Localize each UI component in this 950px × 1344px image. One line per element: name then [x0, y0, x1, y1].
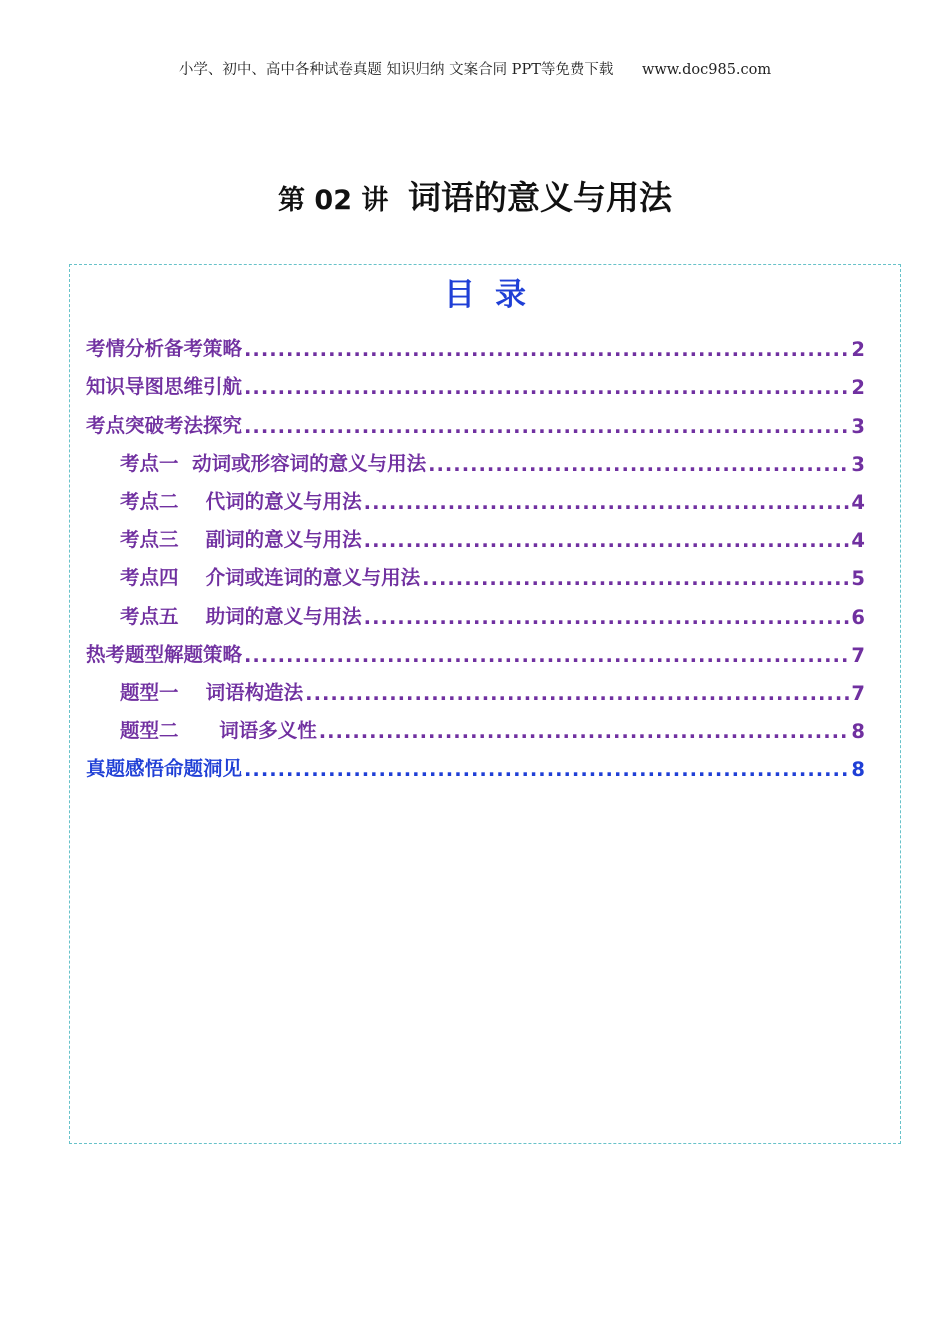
toc-sub-entry[interactable]	[86, 514, 865, 552]
toc-entry-page: 4	[851, 529, 865, 553]
toc-entry-page: 3	[851, 414, 865, 438]
toc-entry-page: 2	[851, 338, 865, 362]
header-text: 小学、初中、高中各种试卷真题 知识归纳 文案合同 PPT等免费下载	[178, 62, 614, 78]
toc-entry[interactable]	[86, 323, 865, 361]
toc-list	[86, 323, 865, 781]
toc-entry-label: 题型一 词语构造法	[120, 680, 304, 704]
toc-sub-entry[interactable]	[86, 552, 865, 590]
toc-entry-page: 8	[851, 720, 865, 744]
toc-entry-page: 7	[851, 643, 865, 667]
toc-leader-dots	[364, 606, 850, 629]
toc-heading: 目录	[444, 277, 546, 313]
toc-entry-page: 4	[851, 490, 865, 514]
toc-entry-page: 8	[851, 758, 865, 782]
toc-leader-dots	[244, 338, 849, 361]
toc-leader-dots	[364, 491, 850, 514]
toc-entry-page: 6	[851, 605, 865, 629]
toc-sub-entry[interactable]	[86, 590, 865, 628]
toc-leader-dots	[244, 644, 849, 667]
toc-sub-entry[interactable]	[86, 705, 865, 743]
toc-leader-dots	[428, 453, 849, 476]
toc-entry[interactable]	[86, 743, 865, 781]
toc-entry-label: 考点二 代词的意义与用法	[120, 489, 362, 513]
toc-entry-label: 知识导图思维引航	[86, 375, 243, 399]
lecture-number: 第 02 讲	[278, 185, 389, 216]
toc-entry-page: 5	[851, 567, 865, 591]
toc-entry-label: 考点一 动词或形容词的意义与用法	[120, 451, 427, 475]
toc-sub-entry[interactable]	[86, 476, 865, 514]
toc-entry-label: 考点五 助词的意义与用法	[120, 604, 362, 628]
toc-leader-dots	[244, 415, 849, 438]
toc-entry-page: 3	[851, 452, 865, 476]
toc-entry[interactable]	[86, 361, 865, 399]
table-of-contents	[69, 264, 901, 1144]
toc-entry-label: 考情分析备考策略	[86, 337, 243, 361]
toc-entry-page: 2	[851, 376, 865, 400]
toc-sub-entry[interactable]	[86, 667, 865, 705]
toc-entry-label: 考点四 介词或连词的意义与用法	[120, 566, 421, 590]
toc-leader-dots	[422, 567, 849, 590]
toc-leader-dots	[319, 720, 850, 743]
document-title	[0, 172, 950, 219]
toc-sub-entry[interactable]	[86, 438, 865, 476]
toc-leader-dots	[364, 529, 850, 552]
toc-entry-label: 题型二 词语多义性	[120, 719, 317, 743]
toc-entry-label: 考点突破考法探究	[86, 413, 243, 437]
toc-entry[interactable]	[86, 629, 865, 667]
toc-entry-label: 热考题型解题策略	[86, 642, 243, 666]
toc-leader-dots	[244, 376, 849, 399]
lecture-topic: 词语的意义与用法	[407, 178, 672, 217]
page-header	[0, 58, 950, 79]
toc-leader-dots	[244, 758, 849, 781]
toc-entry-label: 考点三 副词的意义与用法	[120, 528, 362, 552]
toc-leader-dots	[305, 682, 849, 705]
header-site-link[interactable]: www.doc985.com	[641, 62, 772, 78]
toc-entry-page: 7	[851, 681, 865, 705]
toc-entry[interactable]	[86, 399, 865, 437]
toc-entry-label: 真题感悟命题洞见	[86, 757, 243, 781]
